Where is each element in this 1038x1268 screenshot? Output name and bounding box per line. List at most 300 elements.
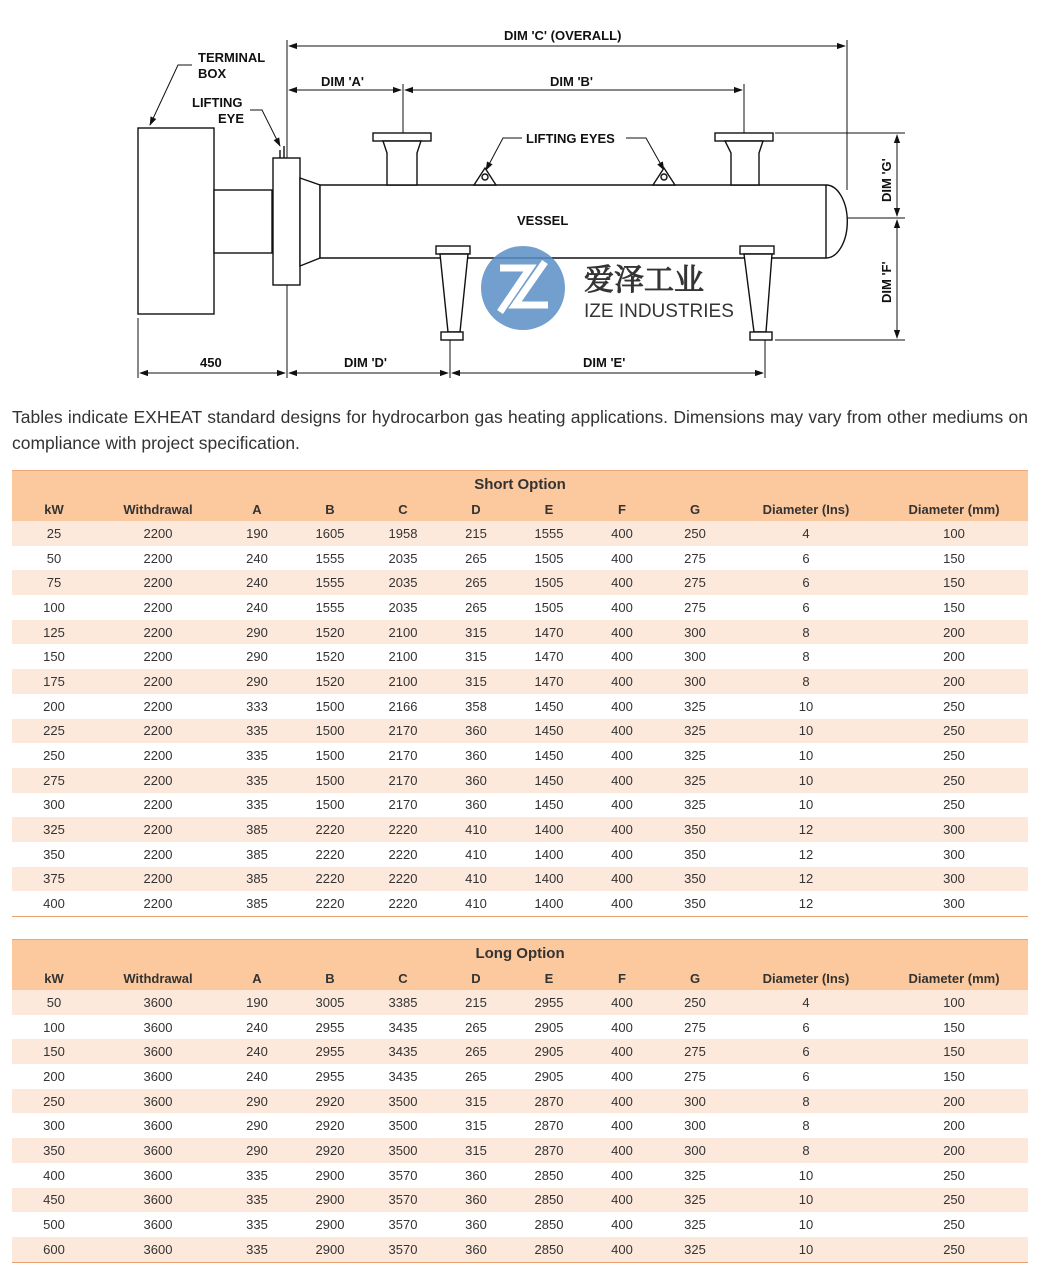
table-cell: 215 — [440, 521, 512, 546]
table-cell: 275 — [12, 768, 96, 793]
table-cell: 3600 — [96, 1188, 220, 1213]
table-cell: 1958 — [366, 521, 440, 546]
table-cell: 400 — [586, 1039, 658, 1064]
table-cell: 400 — [586, 867, 658, 892]
support-foot-right — [750, 332, 772, 340]
outlet-flange — [715, 133, 773, 141]
table-cell: 240 — [220, 1039, 294, 1064]
table-cell: 200 — [12, 1064, 96, 1089]
inlet-flange — [373, 133, 431, 141]
support-right — [744, 254, 772, 332]
column-header: kW — [12, 966, 96, 990]
table-cell: 360 — [440, 768, 512, 793]
table-cell: 290 — [220, 1089, 294, 1114]
label-dim-e: DIM 'E' — [583, 355, 626, 370]
table-cell: 2170 — [366, 719, 440, 744]
table-cell: 325 — [658, 1212, 732, 1237]
table-cell: 325 — [658, 1188, 732, 1213]
table-cell: 2220 — [294, 842, 366, 867]
table-cell: 1605 — [294, 521, 366, 546]
table-cell: 400 — [586, 1212, 658, 1237]
table-cell: 400 — [586, 669, 658, 694]
table-cell: 225 — [12, 719, 96, 744]
table-cell: 410 — [440, 817, 512, 842]
table-cell: 1400 — [512, 867, 586, 892]
table-cell: 275 — [658, 1064, 732, 1089]
table-cell: 2905 — [512, 1015, 586, 1040]
table-cell: 400 — [586, 521, 658, 546]
table-cell: 300 — [658, 1138, 732, 1163]
table-cell: 325 — [658, 1163, 732, 1188]
table-cell: 6 — [732, 1015, 880, 1040]
table-cell: 10 — [732, 1237, 880, 1262]
table-cell: 325 — [658, 719, 732, 744]
table-row — [12, 620, 1028, 645]
long-option-table — [12, 939, 1028, 1263]
table-cell: 275 — [658, 546, 732, 571]
table-cell: 3600 — [96, 1064, 220, 1089]
table-cell: 250 — [880, 719, 1028, 744]
short-option-title: Short Option — [12, 471, 1028, 498]
heater-dimension-diagram — [0, 0, 1038, 395]
table-cell: 250 — [658, 990, 732, 1015]
table-cell: 265 — [440, 1039, 512, 1064]
outlet-nozzle — [725, 141, 763, 185]
table-cell: 1555 — [294, 570, 366, 595]
label-lifting-eye-1: LIFTING — [192, 95, 243, 110]
table-cell: 150 — [12, 644, 96, 669]
table-cell: 400 — [586, 570, 658, 595]
column-header: Diameter (mm) — [880, 497, 1028, 521]
table-cell: 2200 — [96, 719, 220, 744]
reducer — [300, 178, 320, 266]
label-terminal-box-2: BOX — [198, 66, 227, 81]
table-cell: 3600 — [96, 1237, 220, 1262]
table-cell: 25 — [12, 521, 96, 546]
table-cell: 50 — [12, 990, 96, 1015]
table-cell: 265 — [440, 1015, 512, 1040]
table-cell: 2220 — [294, 817, 366, 842]
column-header: F — [586, 966, 658, 990]
table-cell: 290 — [220, 620, 294, 645]
column-header: Diameter (Ins) — [732, 497, 880, 521]
table-cell: 12 — [732, 842, 880, 867]
table-cell: 400 — [586, 1237, 658, 1262]
table-cell: 2100 — [366, 644, 440, 669]
table-cell: 335 — [220, 743, 294, 768]
table-cell: 250 — [880, 1237, 1028, 1262]
label-vessel: VESSEL — [517, 213, 569, 228]
table-cell: 250 — [12, 743, 96, 768]
table-cell: 1520 — [294, 669, 366, 694]
table-row — [12, 1188, 1028, 1213]
label-dim-c: DIM 'C' (OVERALL) — [504, 28, 622, 43]
table-cell: 2850 — [512, 1212, 586, 1237]
table-cell: 400 — [586, 817, 658, 842]
table-cell: 300 — [12, 1113, 96, 1138]
table-cell: 325 — [658, 793, 732, 818]
table-cell: 300 — [880, 891, 1028, 916]
table-cell: 315 — [440, 1138, 512, 1163]
table-cell: 385 — [220, 817, 294, 842]
table-cell: 335 — [220, 719, 294, 744]
table-cell: 290 — [220, 644, 294, 669]
table-cell: 250 — [880, 768, 1028, 793]
table-cell: 3570 — [366, 1237, 440, 1262]
table-cell: 150 — [880, 1015, 1028, 1040]
table-cell: 360 — [440, 1163, 512, 1188]
table-cell: 125 — [12, 620, 96, 645]
table-cell: 1555 — [294, 595, 366, 620]
column-header: Withdrawal — [96, 966, 220, 990]
table-cell: 1500 — [294, 768, 366, 793]
column-header: E — [512, 966, 586, 990]
table-cell: 2200 — [96, 793, 220, 818]
table-cell: 3435 — [366, 1039, 440, 1064]
table-cell: 100 — [12, 595, 96, 620]
table-cell: 12 — [732, 817, 880, 842]
table-cell: 2220 — [366, 867, 440, 892]
table-cell: 300 — [658, 669, 732, 694]
table-cell: 400 — [586, 842, 658, 867]
table-cell: 10 — [732, 694, 880, 719]
table-row — [12, 719, 1028, 744]
table-cell: 500 — [12, 1212, 96, 1237]
column-header: F — [586, 497, 658, 521]
table-cell: 1450 — [512, 743, 586, 768]
table-cell: 360 — [440, 793, 512, 818]
table-cell: 3500 — [366, 1113, 440, 1138]
table-cell: 290 — [220, 1113, 294, 1138]
table-cell: 1450 — [512, 793, 586, 818]
table-cell: 300 — [658, 1113, 732, 1138]
column-header: E — [512, 497, 586, 521]
table-cell: 300 — [880, 867, 1028, 892]
table-cell: 250 — [658, 521, 732, 546]
table-cell: 325 — [658, 743, 732, 768]
table-cell: 1555 — [294, 546, 366, 571]
label-dim-a: DIM 'A' — [321, 74, 365, 89]
table-cell: 325 — [658, 768, 732, 793]
support-cap-left — [436, 246, 470, 254]
table-cell: 410 — [440, 891, 512, 916]
table-cell: 600 — [12, 1237, 96, 1262]
table-cell: 325 — [12, 817, 96, 842]
table-row — [12, 1015, 1028, 1040]
table-cell: 400 — [586, 891, 658, 916]
table-cell: 2035 — [366, 546, 440, 571]
table-cell: 290 — [220, 1138, 294, 1163]
table-row — [12, 891, 1028, 916]
table-cell: 400 — [586, 546, 658, 571]
table-cell: 3570 — [366, 1212, 440, 1237]
column-header: G — [658, 966, 732, 990]
table-row — [12, 793, 1028, 818]
table-cell: 2870 — [512, 1089, 586, 1114]
table-row — [12, 768, 1028, 793]
table-cell: 315 — [440, 620, 512, 645]
table-cell: 315 — [440, 1089, 512, 1114]
table-cell: 385 — [220, 842, 294, 867]
table-cell: 400 — [586, 743, 658, 768]
table-cell: 400 — [586, 1113, 658, 1138]
table-cell: 1470 — [512, 620, 586, 645]
table-cell: 1400 — [512, 842, 586, 867]
table-cell: 1450 — [512, 719, 586, 744]
table-cell: 360 — [440, 719, 512, 744]
table-cell: 400 — [586, 1089, 658, 1114]
table-cell: 190 — [220, 990, 294, 1015]
table-row — [12, 644, 1028, 669]
table-cell: 335 — [220, 768, 294, 793]
table-cell: 2900 — [294, 1212, 366, 1237]
table-cell: 2955 — [512, 990, 586, 1015]
table-cell: 1450 — [512, 768, 586, 793]
table-cell: 2200 — [96, 694, 220, 719]
table-row — [12, 669, 1028, 694]
table-cell: 10 — [732, 1212, 880, 1237]
table-cell: 300 — [880, 842, 1028, 867]
table-cell: 410 — [440, 867, 512, 892]
table-cell: 6 — [732, 546, 880, 571]
label-lifting-eye-2: EYE — [218, 111, 245, 126]
table-cell: 400 — [586, 990, 658, 1015]
column-header: Diameter (Ins) — [732, 966, 880, 990]
table-row — [12, 595, 1028, 620]
table-cell: 2200 — [96, 595, 220, 620]
table-cell: 100 — [12, 1015, 96, 1040]
table-cell: 3600 — [96, 1039, 220, 1064]
table-cell: 150 — [12, 1039, 96, 1064]
table-cell: 3600 — [96, 1113, 220, 1138]
table-cell: 4 — [732, 521, 880, 546]
table-cell: 2220 — [366, 891, 440, 916]
column-header: G — [658, 497, 732, 521]
table-row — [12, 1089, 1028, 1114]
table-cell: 240 — [220, 1064, 294, 1089]
table-cell: 2035 — [366, 570, 440, 595]
table-cell: 10 — [732, 719, 880, 744]
table-cell: 10 — [732, 1188, 880, 1213]
table-cell: 1400 — [512, 891, 586, 916]
table-cell: 240 — [220, 546, 294, 571]
table-cell: 1505 — [512, 546, 586, 571]
column-header: A — [220, 966, 294, 990]
table-cell: 1520 — [294, 644, 366, 669]
table-cell: 200 — [880, 1138, 1028, 1163]
table-cell: 2850 — [512, 1163, 586, 1188]
table-cell: 1500 — [294, 743, 366, 768]
table-cell: 2170 — [366, 793, 440, 818]
table-cell: 265 — [440, 1064, 512, 1089]
table-cell: 6 — [732, 570, 880, 595]
table-cell: 265 — [440, 595, 512, 620]
table-cell: 2220 — [294, 891, 366, 916]
table-cell: 335 — [220, 1188, 294, 1213]
table-cell: 1500 — [294, 793, 366, 818]
label-dim-g: DIM 'G' — [879, 158, 894, 202]
table-cell: 2955 — [294, 1064, 366, 1089]
terminal-box — [138, 128, 214, 314]
table-cell: 3600 — [96, 1138, 220, 1163]
table-cell: 350 — [658, 891, 732, 916]
table-cell: 335 — [220, 1163, 294, 1188]
table-cell: 100 — [880, 521, 1028, 546]
table-cell: 400 — [586, 1138, 658, 1163]
table-cell: 6 — [732, 595, 880, 620]
table-cell: 400 — [12, 1163, 96, 1188]
table-cell: 2955 — [294, 1039, 366, 1064]
table-cell: 150 — [880, 1039, 1028, 1064]
table-cell: 300 — [658, 644, 732, 669]
table-cell: 360 — [440, 1212, 512, 1237]
table-cell: 175 — [12, 669, 96, 694]
table-cell: 2200 — [96, 644, 220, 669]
table-row — [12, 1039, 1028, 1064]
support-foot-left — [441, 332, 463, 340]
table-cell: 315 — [440, 1113, 512, 1138]
table-cell: 240 — [220, 1015, 294, 1040]
table-cell: 190 — [220, 521, 294, 546]
table-cell: 200 — [880, 669, 1028, 694]
label-dim-f: DIM 'F' — [879, 261, 894, 303]
column-header: A — [220, 497, 294, 521]
table-cell: 250 — [880, 1188, 1028, 1213]
table-cell: 335 — [220, 1237, 294, 1262]
table-cell: 400 — [586, 1015, 658, 1040]
long-option-title: Long Option — [12, 940, 1028, 967]
table-cell: 300 — [12, 793, 96, 818]
table-cell: 300 — [658, 620, 732, 645]
table-cell: 350 — [12, 842, 96, 867]
table-cell: 215 — [440, 990, 512, 1015]
table-cell: 2220 — [366, 842, 440, 867]
table-cell: 10 — [732, 1163, 880, 1188]
table-cell: 3435 — [366, 1064, 440, 1089]
table-cell: 2200 — [96, 867, 220, 892]
short-option-table — [12, 470, 1028, 917]
table-cell: 150 — [880, 570, 1028, 595]
table-cell: 2200 — [96, 669, 220, 694]
table-cell: 335 — [220, 793, 294, 818]
table-cell: 400 — [586, 719, 658, 744]
table-cell: 2200 — [96, 620, 220, 645]
table-row — [12, 842, 1028, 867]
table-cell: 2220 — [294, 867, 366, 892]
table-cell: 400 — [586, 595, 658, 620]
table-cell: 200 — [880, 620, 1028, 645]
column-header: D — [440, 497, 512, 521]
label-lifting-eyes: LIFTING EYES — [526, 131, 615, 146]
table-cell: 400 — [586, 768, 658, 793]
table-cell: 250 — [880, 793, 1028, 818]
table-cell: 12 — [732, 867, 880, 892]
table-cell: 240 — [220, 570, 294, 595]
label-dim-450: 450 — [200, 355, 222, 370]
table-cell: 315 — [440, 669, 512, 694]
table-row — [12, 694, 1028, 719]
table-cell: 360 — [440, 1237, 512, 1262]
table-cell: 150 — [880, 1064, 1028, 1089]
table-cell: 2200 — [96, 546, 220, 571]
table-cell: 200 — [880, 1113, 1028, 1138]
label-dim-b: DIM 'B' — [550, 74, 594, 89]
table-cell: 2200 — [96, 891, 220, 916]
table-row — [12, 570, 1028, 595]
table-cell: 325 — [658, 1237, 732, 1262]
table-cell: 250 — [880, 743, 1028, 768]
table-cell: 450 — [12, 1188, 96, 1213]
table-cell: 10 — [732, 793, 880, 818]
table-cell: 2870 — [512, 1113, 586, 1138]
table-cell: 1505 — [512, 595, 586, 620]
intro-paragraph: Tables indicate EXHEAT standard designs for hydrocarbon gas heating applications. Dimensions may vary from other mediums on compliance with project specification. — [12, 407, 1028, 453]
support-left — [440, 254, 468, 332]
table-cell: 3005 — [294, 990, 366, 1015]
table-cell: 400 — [586, 1064, 658, 1089]
table-row — [12, 1212, 1028, 1237]
table-cell: 2870 — [512, 1138, 586, 1163]
table-cell: 100 — [880, 990, 1028, 1015]
table-cell: 250 — [880, 1212, 1028, 1237]
table-cell: 400 — [586, 644, 658, 669]
table-cell: 325 — [658, 694, 732, 719]
table-cell: 250 — [880, 1163, 1028, 1188]
table-cell: 333 — [220, 694, 294, 719]
table-cell: 75 — [12, 570, 96, 595]
table-cell: 275 — [658, 595, 732, 620]
table-cell: 2905 — [512, 1039, 586, 1064]
table-row — [12, 1237, 1028, 1262]
table-cell: 240 — [220, 595, 294, 620]
column-header: B — [294, 966, 366, 990]
table-cell: 2200 — [96, 817, 220, 842]
table-cell: 2900 — [294, 1163, 366, 1188]
watermark-english: IZE INDUSTRIES — [584, 301, 734, 322]
inlet-nozzle — [383, 141, 421, 185]
table-cell: 350 — [658, 842, 732, 867]
table-cell: 2920 — [294, 1138, 366, 1163]
table-cell: 350 — [12, 1138, 96, 1163]
table-cell: 200 — [880, 1089, 1028, 1114]
table-cell: 1520 — [294, 620, 366, 645]
table-cell: 2035 — [366, 595, 440, 620]
table-cell: 8 — [732, 1113, 880, 1138]
table-cell: 400 — [586, 620, 658, 645]
table-cell: 335 — [220, 1212, 294, 1237]
table-cell: 1500 — [294, 694, 366, 719]
table-cell: 1450 — [512, 694, 586, 719]
table-cell: 315 — [440, 644, 512, 669]
table-cell: 3500 — [366, 1089, 440, 1114]
table-cell: 2900 — [294, 1237, 366, 1262]
table-cell: 1505 — [512, 570, 586, 595]
table-cell: 400 — [586, 1188, 658, 1213]
table-cell: 2920 — [294, 1113, 366, 1138]
table-cell: 8 — [732, 669, 880, 694]
long-option-header-row — [12, 966, 1028, 990]
table-cell: 2170 — [366, 743, 440, 768]
label-dim-d: DIM 'D' — [344, 355, 388, 370]
table-cell: 200 — [12, 694, 96, 719]
table-cell: 2100 — [366, 669, 440, 694]
table-cell: 400 — [586, 694, 658, 719]
column-header: Diameter (mm) — [880, 966, 1028, 990]
table-cell: 360 — [440, 743, 512, 768]
long-option-body — [12, 990, 1028, 1262]
table-cell: 150 — [880, 595, 1028, 620]
short-option-header-row — [12, 497, 1028, 521]
